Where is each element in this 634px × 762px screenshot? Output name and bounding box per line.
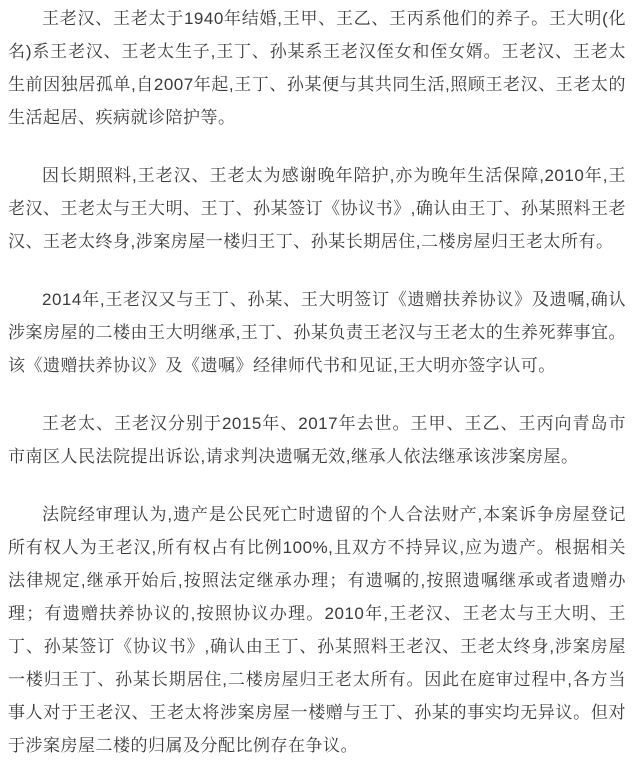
paragraph-lawsuit-filed: 王老太、王老汉分别于2015年、2017年去世。王甲、王乙、王丙向青岛市市南区人民法院提出诉讼,请求判决遗嘱无效,继承人依法继承该涉案房屋。 [8,414,626,466]
paragraph-court-findings: 法院经审理认为,遗产是公民死亡时遗留的个人合法财产,本案诉争房屋登记所有权人为王老汉,所有权占有比例100%,且双方不持异议,应为遗产。根据相关法律规定,继承开始后,按照法定继承办理；有遗嘱的,按照遗嘱继承或者遗赠办理；有遗赠扶养协议的,按照协议办理。2010年,王老汉、王老太与王大明、王丁、孙某签订《协议书》,确认由王丁、孙某照料王老汉、王老太终身,涉案房屋一楼归王丁、孙某长期居住,二楼房屋归王老太所有。因此在庭审过程中,各方当事人对于王老汉、王老太将涉案房屋一楼赠与王丁、孙某的事实均无异议。但对于涉案房屋二楼的归属及分配比例存在争议。 [8,505,626,755]
paragraph-2014-bequest-agreement: 2014年,王老汉又与王丁、孙某、王大明签订《遗赠扶养协议》及遗嘱,确认涉案房屋的二楼由王大明继承,王丁、孙某负责王老汉与王老太的生养死葬事宜。该《遗赠扶养协议》及《遗嘱》经律师代书和见证,王大明亦签字认可。 [8,290,626,375]
paragraph-family-background: 王老汉、王老太于1940年结婚,王甲、王乙、王丙系他们的养子。王大明(化名)系王老汉、王老太生子,王丁、孙某系王老汉侄女和侄女婿。王老汉、王老太生前因独居孤单,自2007年起,王丁、孙某便与其共同生活,照顾王老汉、王老太的生活起居、疾病就诊陪护等。 [8,9,626,127]
paragraph-2010-agreement: 因长期照料,王老汉、王老太为感谢晚年陪护,亦为晚年生活保障,2010年,王老汉、王老太与王大明、王丁、孙某签订《协议书》,确认由王丁、孙某照料王老汉、王老太终身,涉案房屋一楼归王丁、孙某长期居住,二楼房屋归王老太所有。 [8,166,626,251]
